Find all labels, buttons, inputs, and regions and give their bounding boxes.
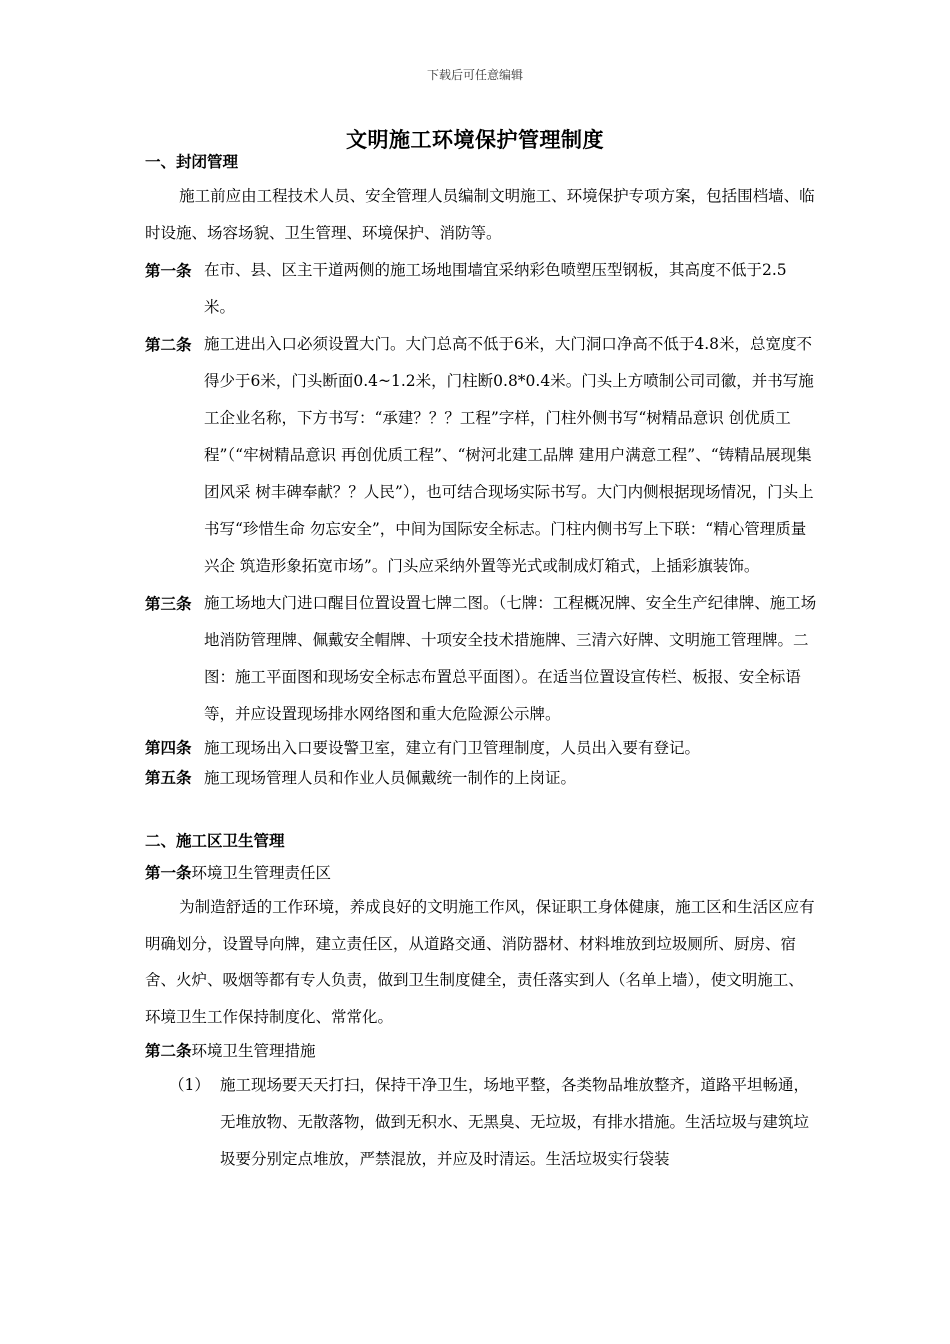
article-text: 施工现场管理人员和作业人员佩戴统一制作的上岗证。 <box>204 769 577 787</box>
section-heading-1: 一、封闭管理 <box>145 152 239 171</box>
article-label: 第五条 <box>145 768 192 787</box>
section-heading-2: 二、施工区卫生管理 <box>145 831 285 850</box>
page-header: 下载后可任意编辑 <box>426 68 523 82</box>
article-4 <box>145 733 817 763</box>
article-1 <box>145 252 817 326</box>
article-2 <box>145 326 817 585</box>
article-title: 环境卫生管理责任区 <box>191 864 332 882</box>
section1-intro: 施工前应由工程技术人员、安全管理人员编制文明施工、环境保护专项方案，包括围档墙、临时设施、场容场貌、卫生管理、环境保护、消防等。 <box>145 187 815 242</box>
article-label: 第二条 <box>145 1041 192 1060</box>
article-text: 施工场地大门进口醒目位置设置七牌二图。（七牌：工程概况牌、安全生产纪律牌、施工场地消防管理牌、佩戴安全帽牌、十项安全技术措施牌、三清六好牌、文明施工管理牌。二图：施工平面图和现场安全标志布置总平面图）。在适当位置设宣传栏、板报、安全标语等，并应设置现场排水网络图和重大危险源公示牌。 <box>204 594 817 723</box>
article-label: 第一条 <box>145 261 192 280</box>
article-text: 在市、县、区主干道两侧的施工场地围墙宜采纳彩色喷塑压型钢板，其高度不低于2.5米。 <box>204 261 787 316</box>
section2-article2-heading <box>145 1035 817 1067</box>
article-title: 环境卫生管理措施 <box>191 1042 316 1060</box>
article-5 <box>145 763 817 793</box>
article-text: 施工进出入口必须设置大门。大门总高不低于6米，大门洞口净高不低于4.8米，总宽度不得少于6米，门头断面0.4~1.2米，门柱断0.8*0.4米。门头上方喷制公司司徽，并书写施工企业名称，下方书写：“承建？？？工程”字样，门柱外侧书写“树精品意识 创优质工程”（“牢树精品意识 再创优质工程”、“树河北建工品牌 建用户满意工程”、“铸精品展现集团风采 树丰碑奉献？？人民”），也可结合现场实际书写。大门内侧根据现场情况，门头上书写“珍惜生命 勿忘安全”，中间为国际安全标志。门柱内侧书写上下联：“精心管理质量兴企 筑造形象拓宽市场”。门头应采纳外置等光式或制成灯箱式，上插彩旗装饰。 <box>204 335 814 575</box>
section2-article1-heading <box>145 857 817 889</box>
document-title: 文明施工环境保护管理制度 <box>346 127 604 152</box>
article-label: 第一条 <box>145 863 192 882</box>
spacer <box>145 793 817 825</box>
article-label: 第四条 <box>145 738 192 757</box>
article-text: 施工现场出入口要设警卫室，建立有门卫管理制度，人员出入要有登记。 <box>204 739 701 757</box>
article-label: 第三条 <box>145 594 192 613</box>
item-number: （1） <box>169 1076 210 1094</box>
document-body <box>145 146 817 1178</box>
item-text: 施工现场要天天打扫，保持干净卫生，场地平整，各类物品堆放整齐，道路平坦畅通，无堆放物、无散落物，做到无积水、无黑臭、无垃圾，有排水措施。生活垃圾与建筑垃圾要分别定点堆放，严禁混放，并应及时清运。生活垃圾实行袋装 <box>220 1076 810 1168</box>
article-label: 第二条 <box>145 335 192 354</box>
measure-item-1 <box>145 1067 817 1178</box>
section2-article1-text: 为制造舒适的工作环境，养成良好的文明施工作风，保证职工身体健康，施工区和生活区应有明确划分，设置导向牌，建立责任区，从道路交通、消防器材、材料堆放到垃圾厕所、厨房、宿舍、火炉、吸烟等都有专人负责，做到卫生制度健全，责任落实到人（名单上墙），使文明施工、环境卫生工作保持制度化、常常化。 <box>145 898 815 1026</box>
article-3 <box>145 585 817 733</box>
